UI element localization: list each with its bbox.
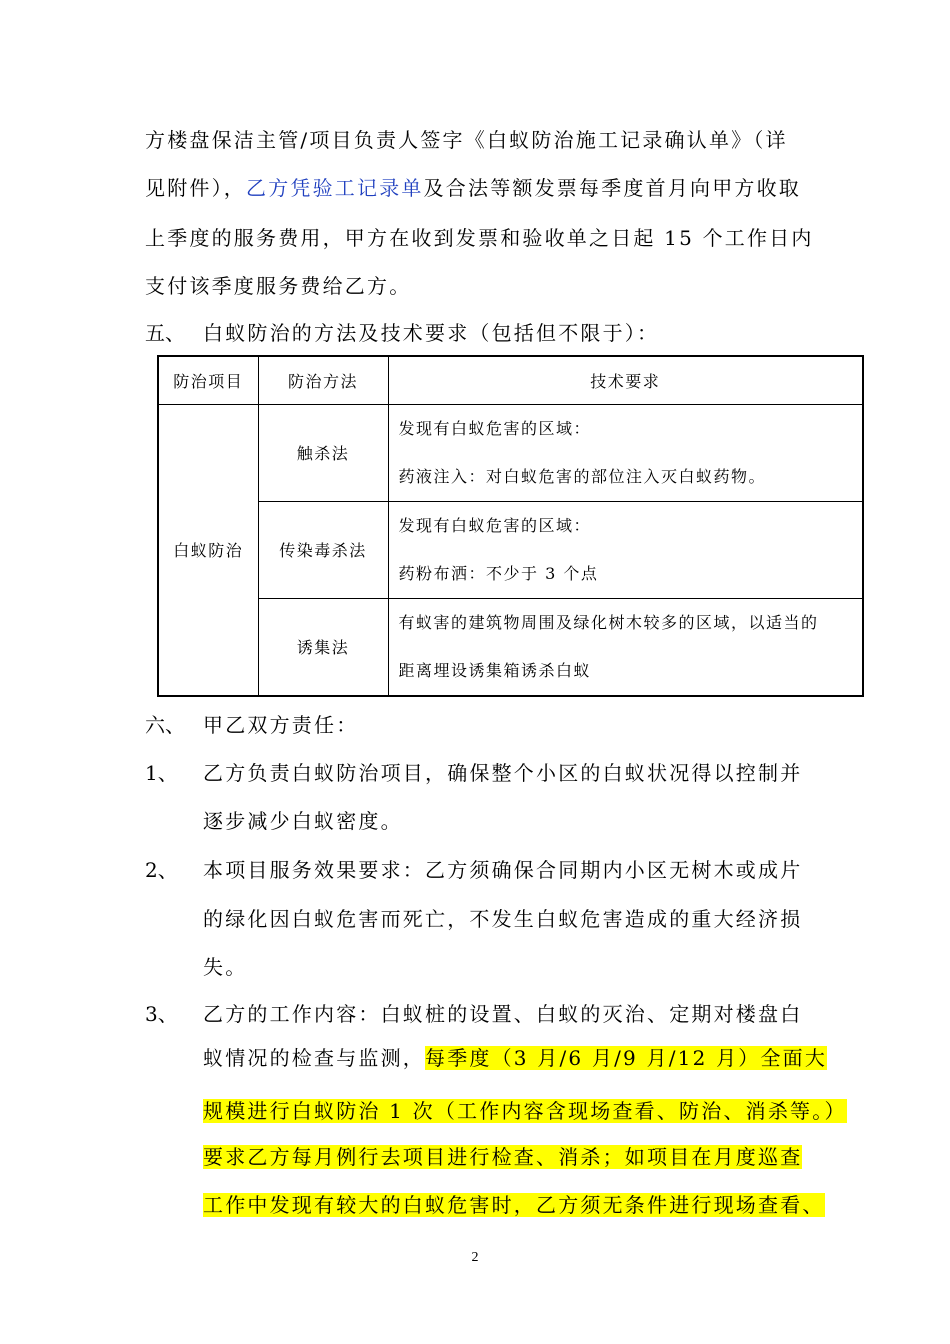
para-line-1: 方楼盘保洁主管/项目负责人签字《白蚁防治施工记录确认单》（详 <box>145 128 788 152</box>
item-2-line-1: 本项目服务效果要求：乙方须确保合同期内小区无树木或成片 <box>203 858 803 882</box>
highlighted-text: 每季度（3 月/6 月/9 月/12 月）全面大 <box>425 1046 828 1070</box>
table-row <box>158 501 863 598</box>
cell-method: 传染毒杀法 <box>258 501 388 598</box>
para-line-3: 上季度的服务费用，甲方在收到发票和验收单之日起 15 个工作日内 <box>145 226 814 250</box>
cell-requirement <box>388 501 863 598</box>
section5-number: 五、 <box>145 321 185 345</box>
header-requirement: 技术要求 <box>388 356 863 404</box>
technical-requirements-table <box>157 355 864 697</box>
requirement-line: 药液注入：对白蚁危害的部位注入灭白蚁药物。 <box>398 466 767 486</box>
item-3-number: 3、 <box>145 1002 178 1026</box>
cell-method: 诱集法 <box>258 598 388 696</box>
cell-method: 触杀法 <box>258 404 388 501</box>
header-project: 防治项目 <box>158 356 258 404</box>
item-2-line-2: 的绿化因白蚁危害而死亡，不发生白蚁危害造成的重大经济损 <box>203 907 803 931</box>
table-row <box>158 404 863 501</box>
section6-number: 六、 <box>145 713 185 737</box>
para-line-2a: 见附件）， <box>145 176 246 200</box>
section6-title: 甲乙双方责任： <box>203 713 359 737</box>
table-header-row <box>158 356 863 404</box>
item-3-line-3 <box>203 1098 847 1124</box>
item-3-line-2 <box>203 1045 827 1071</box>
requirement-line: 距离埋设诱集箱诱杀白蚁 <box>398 660 592 680</box>
para-line-2c: 及合法等额发票每季度首月向甲方收取 <box>423 176 802 200</box>
para-line-2 <box>145 175 801 201</box>
para-line-2-blue: 乙方凭验工记录单 <box>246 176 424 200</box>
item-2-line-3: 失。 <box>203 955 248 979</box>
item-3-line-5 <box>203 1192 825 1218</box>
requirement-line: 发现有白蚁危害的区域： <box>398 515 592 535</box>
highlighted-text: 工作中发现有较大的白蚁危害时，乙方须无条件进行现场查看、 <box>203 1193 825 1217</box>
item-3-line-2a: 蚁情况的检查与监测， <box>203 1046 425 1070</box>
item-3-line-4 <box>203 1144 802 1170</box>
table-row <box>158 598 863 696</box>
item-1-line-1: 乙方负责白蚁防治项目，确保整个小区的白蚁状况得以控制并 <box>203 761 803 785</box>
requirement-line: 有蚁害的建筑物周围及绿化树木较多的区域，以适当的 <box>398 612 819 632</box>
item-2-number: 2、 <box>145 858 178 882</box>
highlighted-text: 要求乙方每月例行去项目进行检查、消杀；如项目在月度巡查 <box>203 1145 803 1169</box>
cell-requirement <box>388 404 863 501</box>
highlighted-text: 规模进行白蚁防治 1 次（工作内容含现场查看、防治、消杀等。） <box>203 1099 847 1123</box>
item-3-line-1: 乙方的工作内容：白蚁桩的设置、白蚁的灭治、定期对楼盘白 <box>203 1002 803 1026</box>
cell-requirement <box>388 598 863 696</box>
item-1-number: 1、 <box>145 761 178 785</box>
header-method: 防治方法 <box>258 356 388 404</box>
section5-title: 白蚁防治的方法及技术要求（包括但不限于）： <box>203 321 660 345</box>
cell-project: 白蚁防治 <box>158 404 258 696</box>
page-number: 2 <box>471 1250 479 1265</box>
requirement-line: 药粉布洒：不少于 3 个点 <box>398 563 599 583</box>
item-1-line-2: 逐步减少白蚁密度。 <box>203 809 403 833</box>
requirement-line: 发现有白蚁危害的区域： <box>398 418 592 438</box>
para-line-4: 支付该季度服务费给乙方。 <box>145 274 412 298</box>
